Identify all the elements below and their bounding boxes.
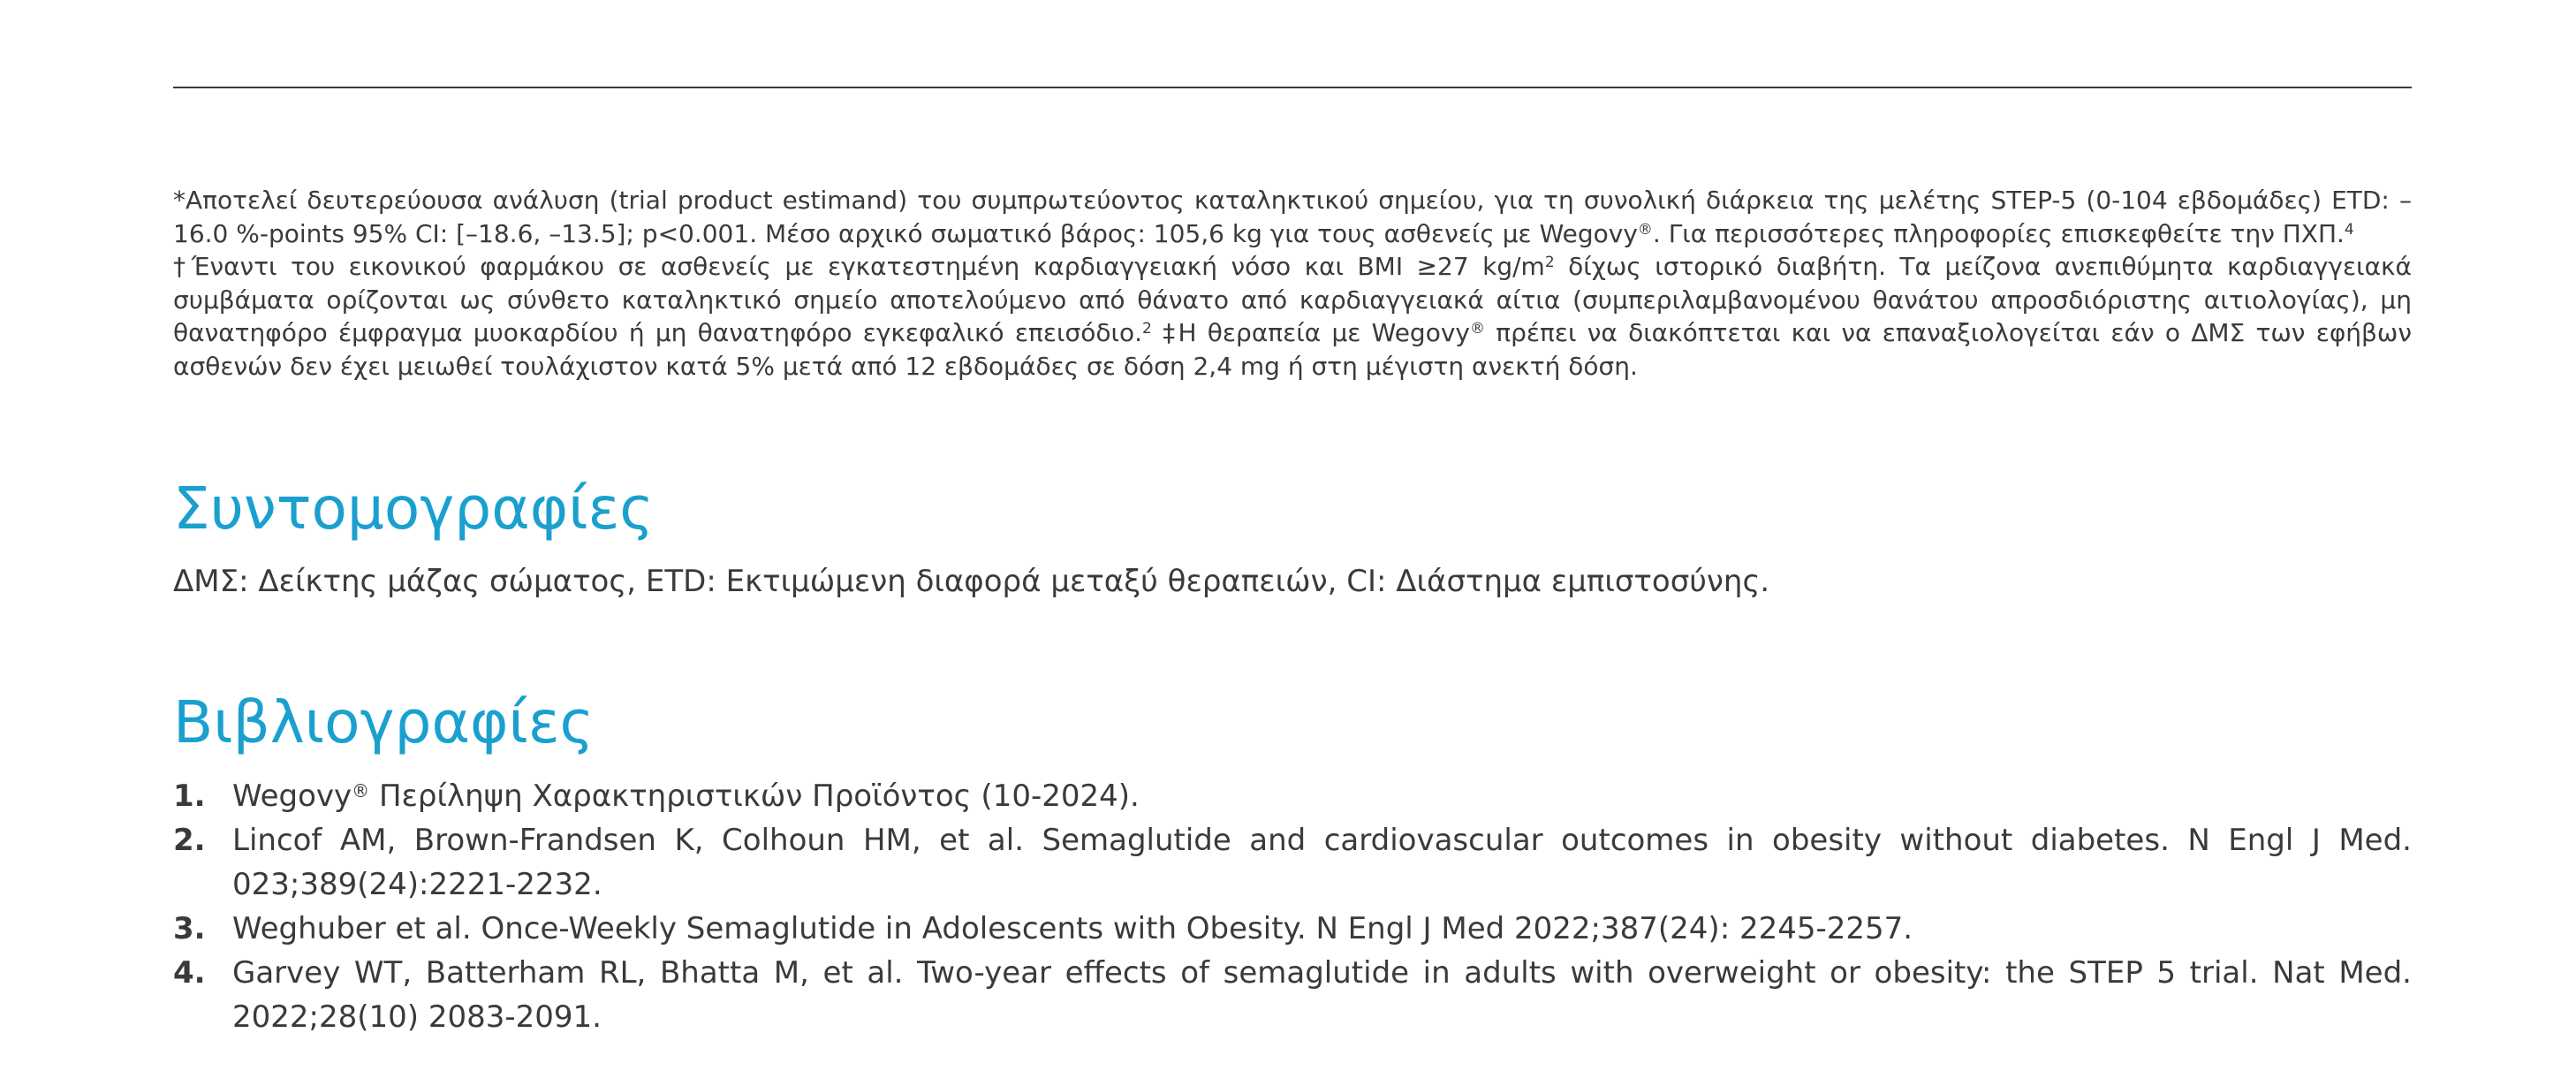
reference-number: 1. bbox=[173, 779, 206, 814]
footnote-star-text: *Αποτελεί δευτερεύουσα ανάλυση (trial product estimand) του συμπρωτεύοντος καταληκτικού σημείου, για τη συνολική διάρκεια της μελέτης STEP-5 (0-104 εβδομάδες) ETD: –16.0 %-points 95% CI: [–18.6, –13.5]; p<0.001. Μέσο αρχικό σωματικό βάρος: 105,6 kg για τους ασθενείς με Wegovy bbox=[173, 186, 2412, 248]
footnotes-block bbox=[173, 184, 2412, 383]
reference-number: 4. bbox=[173, 955, 206, 991]
reference-number: 3. bbox=[173, 911, 206, 946]
reference-item bbox=[173, 951, 2412, 1039]
footnote-double-dagger-text: ‡Η θεραπεία με Wegovy bbox=[1151, 318, 1470, 347]
reference-text-cont: Περίληψη Χαρακτηριστικών Προϊόντος (10-2024). bbox=[369, 779, 1140, 814]
reference-text: Garvey WT, Batterham RL, Bhatta M, et al. Two-year effects of semaglutide in adults with overweight or obesity: the STEP 5 trial. Nat Med. 2022;28(10) 2083-2091. bbox=[232, 955, 2412, 1035]
reference-text: Lincof AM, Brown-Frandsen K, Colhoun HM, et al. Semaglutide and cardiovascular outcomes in obesity without diabetes. N Engl J Med. 023;389(24):2221-2232. bbox=[232, 823, 2412, 902]
footnote-dagger-text-cont: δίχως ιστορικό διαβήτη. Τα μείζονα ανεπιθύμητα καρδιαγγειακά συμβάματα ορίζονται ως σύνθετο καταληκτικό σημείο αποτελούμενο από θάνατο από καρδιαγγειακά αίτια (συμπεριλαμβανομένου θανάτου απροσδιόριστης αιτιολογίας), μη θανατηφόρο έμφραγμα μυοκαρδίου ή μη θανατηφόρο εγκεφαλικό επεισόδιο. bbox=[173, 252, 2412, 347]
registered-mark: ® bbox=[352, 780, 370, 801]
reference-superscript: 2 bbox=[1142, 320, 1152, 338]
footnote-star-text-cont: . Για περισσότερες πληροφορίες επισκεφθείτε την ΠΧΠ. bbox=[1652, 218, 2345, 248]
reference-item bbox=[173, 907, 2412, 951]
registered-mark: ® bbox=[1469, 320, 1485, 338]
top-divider bbox=[173, 87, 2412, 88]
references-heading: Βιβλιογραφίες bbox=[173, 688, 595, 756]
footnote-double-dagger-text-cont: πρέπει να διακόπτεται και να επαναξιολογείται εάν ο ΔΜΣ των εφήβων ασθενών δεν έχει μειωθεί τουλάχιστον κατά 5% μετά από 12 εβδομάδες σε δόση 2,4 mg ή στη μέγιστη ανεκτή δόση. bbox=[173, 318, 2413, 381]
footnote-dagger-text: †Έναντι του εικονικού φαρμάκου σε ασθενείς με εγκατεστημένη καρδιαγγειακή νόσο και BMI ≥27 kg/m bbox=[173, 252, 1545, 281]
reference-text: Weghuber et al. Once-Weekly Semaglutide in Adolescents with Obesity. N Engl J Med 2022;387(24): 2245-2257. bbox=[232, 911, 1913, 946]
reference-text: Wegovy bbox=[232, 779, 352, 814]
reference-item bbox=[173, 774, 2412, 818]
abbreviations-text: ΔΜΣ: Δείκτης μάζας σώματος, ETD: Εκτιμώμενη διαφορά μεταξύ θεραπειών, CI: Διάστημα εμπιστοσύνης. bbox=[173, 564, 1770, 599]
registered-mark: ® bbox=[1637, 220, 1653, 239]
reference-number: 2. bbox=[173, 823, 206, 858]
reference-item bbox=[173, 818, 2412, 907]
reference-superscript: 4 bbox=[2344, 220, 2354, 239]
abbreviations-heading: Συντομογραφίες bbox=[173, 475, 654, 543]
references-list bbox=[173, 774, 2412, 1039]
squared-superscript: 2 bbox=[1544, 254, 1555, 271]
